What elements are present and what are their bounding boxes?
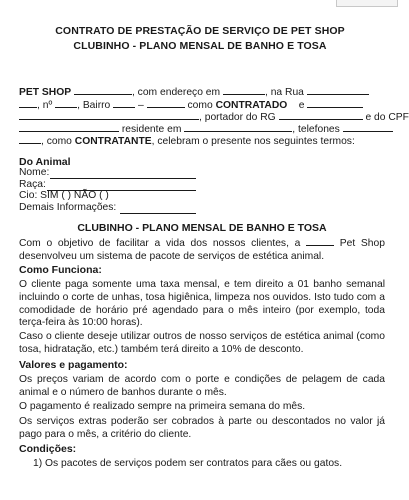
como-label: como (187, 100, 213, 111)
rg-blank[interactable] (279, 110, 363, 120)
street-cont-blank[interactable] (19, 98, 37, 108)
contratante-label: CONTRATANTE (74, 136, 152, 147)
cpf-blank[interactable] (19, 122, 119, 132)
animal-info-label: Demais Informações: (19, 202, 117, 213)
client-name-cont-blank[interactable] (19, 110, 199, 120)
animal-breed-label: Raça: (19, 179, 46, 190)
plan-heading: CLUBINHO - PLANO MENSAL DE BANHO E TOSA (77, 222, 327, 234)
values-paragraph-1: Os preços variam de acordo com o porte e condições de pelagem de cada animal e o número de banhos durante o mês. (19, 374, 385, 398)
district-label: , Bairro (77, 100, 111, 111)
street-label: , na Rua (264, 87, 304, 98)
street-blank[interactable] (307, 85, 369, 95)
cpf-label: e do CPF (365, 112, 409, 123)
values-paragraph-2: O pagamento é realizado sempre na primeira semana do mês. (19, 401, 306, 412)
phones-label: , telefones (292, 124, 340, 135)
como-label-2: , como (41, 136, 72, 147)
conditions-item-1: 1) Os pacotes de serviços podem ser contratos para cães ou gatos. (33, 458, 343, 469)
parties-line-5 (19, 134, 384, 148)
values-paragraph-3: Os serviços extras poderão ser cobrados à parte ou descontados no valor já pago para o mês, a critério do cliente. (19, 416, 385, 440)
phones-cont-blank[interactable] (19, 134, 41, 144)
client-name-blank[interactable] (307, 98, 363, 108)
resident-label: residente em (121, 124, 182, 135)
animal-heading: Do Animal (19, 156, 71, 168)
how-paragraph-2: Caso o cliente deseje utilizar outros de nosso serviços de estética animal (como tosa, hidratação, etc.) também terá direito a 10% de desconto. (19, 331, 385, 355)
contract-subtitle: CLUBINHO - PLANO MENSAL DE BANHO E TOSA (73, 40, 327, 52)
animal-name-label: Nome: (19, 167, 50, 178)
parties-line-1 (19, 85, 384, 99)
dash: – (138, 100, 144, 111)
contratado-label: CONTRATADO (215, 100, 288, 111)
number-blank[interactable] (55, 98, 77, 108)
petshop-name-blank[interactable] (74, 85, 132, 95)
how-heading: Como Funciona: (19, 264, 102, 276)
plan-intro-b: Pet Shop (339, 238, 385, 249)
petshop-name-blank-2[interactable] (306, 236, 334, 246)
number-label: , nº (37, 100, 53, 111)
contract-title: CONTRATO DE PRESTAÇÃO DE SERVIÇO DE PET SHOP (55, 25, 345, 37)
conditions-heading: Condições: (19, 443, 77, 455)
page-corner-tab (336, 0, 398, 7)
plan-intro-c: desenvolveu um sistema de pacote de serviços de estética animal. (19, 250, 325, 262)
address-label: , com endereço em (131, 87, 221, 98)
plan-intro (19, 236, 385, 264)
address-blank[interactable] (223, 85, 265, 95)
values-heading: Valores e pagamento: (19, 359, 128, 371)
animal-name-field[interactable] (50, 178, 196, 179)
plan-intro-a: Com o objetivo de facilitar a vida dos nossos clientes, a (19, 238, 301, 249)
animal-cio-label: Cio: SIM ( ) NÃO ( ) (19, 190, 109, 201)
rg-label: , portador do RG (199, 112, 276, 123)
animal-info-field[interactable] (120, 213, 196, 214)
petshop-label: PET SHOP (19, 87, 72, 98)
district-blank[interactable] (113, 98, 135, 108)
and-label: e (298, 100, 305, 111)
residence-blank[interactable] (184, 122, 292, 132)
phones-blank[interactable] (343, 122, 393, 132)
how-paragraph-1: O cliente paga somente uma taxa mensal, e tem direito a 01 banho semanal incluindo o corte de unhas, tosa higiênica, limpeza nos ouvidos. Isto tudo com a comodidade de horário pré agendado para o mês inteiro (por exemplo, toda terça-feira às 10:00 horas). (19, 279, 385, 329)
terms-intro: , celebram o presente nos seguintes termos: (151, 136, 355, 147)
city-blank[interactable] (147, 98, 185, 108)
